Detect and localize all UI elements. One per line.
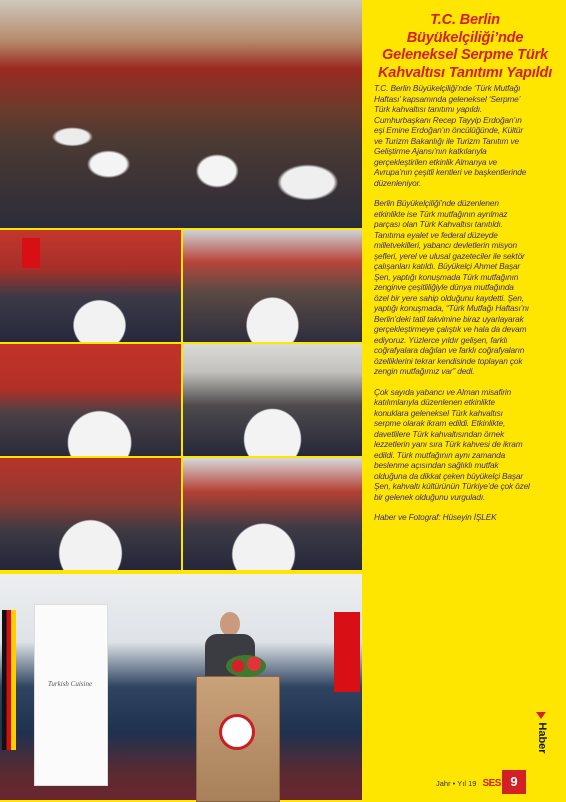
photo-guests-table-2 [183,230,362,342]
section-label-text: Haber [536,722,548,754]
article-title: T.C. Berlin Büyükelçiliği’nde Geleneksel Serpme Türk Kahvaltısı Tanıtımı Yapıldı [377,12,553,81]
turkish-flag-icon [334,612,360,692]
photo-guests-table-3 [183,344,362,456]
flower-arrangement-icon [226,655,266,677]
banner-text: Turkish Cuisine [47,680,93,688]
german-flag-icon [2,610,16,750]
article-paragraph: T.C. Berlin Büyükelçiliği’nde ‘Türk Mutfağı Haftası’ kapsamında geleneksel ‘Serpme’ Türk kahvaltısı tanıtımı yapıldı. Cumhurbaşkanı Recep Tayyip Erdoğan’ın eşi Emine Erdoğan’ın öncülüğünde, Kültür ve Turizm Bakanlığı ile Turizm Tanıtım ve Geliştirme Ajansı’nın katkılarıyla gerçekleştirilen etkinlik Almanya ve Avrupa’nın çeşitli kentleri ve başkentlerinde düzenleniyor. [374,83,527,188]
issue-label: Jahr • Yıl 19 [436,778,477,788]
embassy-seal-icon [219,714,255,750]
page-number: 9 [502,770,526,794]
article-paragraph: Çok sayıda yabancı ve Alman misafirin katılımlarıyla düzenlenen etkinlikte konuklara geleneksel Türk kahvaltısı serpme olarak ikram edildi. Etkinlikte, davetlilere Türk kahvaltısından örnek lezzetlerin yanı sıra Türk kahvesi de ikram edildi. Türk mutfağının aynı zamanda beslenme açısından sağlıklı mutfak olduğuna da dikkat çeken büyükelçi Başar Şen, kahvaltı kültürünün Türkiye’de çok özel bir gelenek olduğunu vurguladı. [374,386,530,502]
photo-breakfast-hall [0,0,362,228]
magazine-logo: SES [482,777,501,789]
article-credit: Haber ve Fotograf: Hüseyin İŞLEK [374,512,497,522]
turkish-flag-icon [22,238,40,268]
photo-guests-table-5 [183,458,362,570]
photo-chef-and-guests [0,344,181,456]
section-label [531,710,553,768]
turkish-cuisine-banner [34,604,108,786]
page-footer [436,774,501,792]
article-body [374,83,530,533]
photo-guests-table-4 [0,458,181,570]
article-paragraph: Berlin Büyükelçiliği’nde düzenlenen etkinlikte ise Türk mutfağının ayrılmaz parçası olan Türk Kahvaltısı tanıtıldı. Tanıtıma eyalet ve federal düzeyde milletvekilleri, yabancı devletlerin misyon şefleri, yerel ve ulusal gazeteciler ile sektör çalışanları katıldı. Büyükelçi Ahmet Başar Şen, yaptığı konuşmada Türk mutfağının zenginve çeşitliliğiyle dünya mutfağında özel bir yere sahip olduğunu kaydetti. Şen, yaptığı konuşmada, “Türk Mutfağı Haftası’nı Berlin’deki tatil takvimine biraz uyarlayarak gerçekleştirmeye çalıştık ve hala da devam ediyoruz. Yüzlerce yıldır gelişen, farklı coğrafyalara dağılan ve farklı coğrafyaların özelliklerini tekrar kendisinde toplayan çok zengin mutfağımız var” dedi. [374,198,529,376]
photo-guests-table-1 [0,230,181,342]
